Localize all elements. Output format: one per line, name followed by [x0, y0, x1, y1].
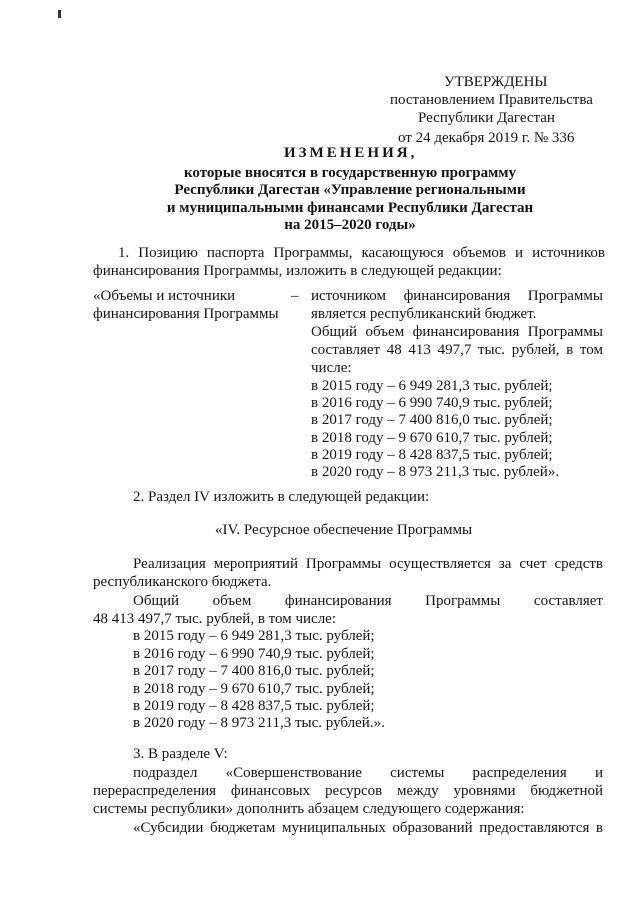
document-heading: ИЗМЕНЕНИЯ, — [284, 145, 418, 161]
approval-line-4: от 24 декабря 2019 г. № 336 — [398, 130, 575, 146]
passport-right-4: составляет 48 413 497,7 тыс. рублей, в том — [311, 342, 603, 358]
item3-line-5: «Субсидии бюджетам муниципальных образований предоставляются в — [133, 820, 603, 836]
passport-year-2018: в 2018 году – 9 670 610,7 тыс. рублей; — [311, 430, 553, 446]
passport-dash: – — [291, 288, 299, 304]
passport-year-2019: в 2019 году – 8 428 837,5 тыс. рублей; — [311, 447, 553, 463]
section4-year-2018: в 2018 году – 9 670 610,7 тыс. рублей; — [133, 681, 375, 697]
scan-mark — [58, 10, 61, 18]
passport-year-2015: в 2015 году – 6 949 281,3 тыс. рублей; — [311, 378, 553, 394]
item3-line-1: 3. В разделе V: — [133, 746, 228, 762]
section4-p2-line-2: 48 413 497,7 тыс. рублей, в том числе: — [93, 611, 337, 627]
section4-year-2020: в 2020 году – 8 973 211,3 тыс. рублей.». — [133, 715, 385, 731]
passport-year-2017: в 2017 году – 7 400 816,0 тыс. рублей; — [311, 412, 553, 428]
section4-heading: «IV. Ресурсное обеспечение Программы — [215, 522, 473, 538]
section4-year-2019: в 2019 году – 8 428 837,5 тыс. рублей; — [133, 698, 375, 714]
passport-right-1: источником финансирования Программы — [311, 288, 603, 304]
item3-line-2: подраздел «Совершенствование системы распределения и — [133, 765, 603, 781]
approval-line-2: постановлением Правительства — [390, 92, 593, 108]
passport-left-1: «Объемы и источники — [93, 288, 236, 304]
title-line-4: на 2015–2020 годы» — [284, 217, 416, 233]
passport-right-2: является республиканский бюджет. — [311, 306, 537, 322]
section4-p1-line-2: республиканского бюджета. — [93, 574, 272, 590]
passport-year-2020: в 2020 году – 8 973 211,3 тыс. рублей». — [311, 464, 560, 480]
item1-line-1: 1. Позицию паспорта Программы, касающуюся объемов и источников — [118, 245, 605, 261]
title-line-3: и муниципальными финансами Республики Дагестан — [166, 200, 534, 216]
section4-year-2015: в 2015 году – 6 949 281,3 тыс. рублей; — [133, 628, 375, 644]
item1-line-2: финансирования Программы, изложить в следующей редакции: — [93, 263, 502, 279]
section4-year-2017: в 2017 году – 7 400 816,0 тыс. рублей; — [133, 663, 375, 679]
section4-year-2016: в 2016 году – 6 990 740,9 тыс. рублей; — [133, 646, 375, 662]
section4-p1-line-1: Реализация мероприятий Программы осуществляется за счет средств — [133, 556, 603, 572]
item3-line-4: системы республики» дополнить абзацем следующего содержания: — [93, 801, 525, 817]
title-line-1: которые вносятся в государственную программу — [183, 165, 517, 181]
title-line-2: Республики Дагестан «Управление региональными — [174, 182, 526, 198]
passport-left-2: финансирования Программы — [93, 306, 279, 322]
passport-right-3: Общий объем финансирования Программы — [311, 324, 603, 340]
section4-p2-line-1: Общий объем финансирования Программы составляет — [133, 593, 603, 609]
approval-line-3: Республики Дагестан — [418, 110, 555, 126]
passport-year-2016: в 2016 году – 6 990 740,9 тыс. рублей; — [311, 395, 553, 411]
item3-line-3: перераспределения финансовых ресурсов между уровнями бюджетной — [93, 783, 603, 799]
approval-line-1: УТВЕРЖДЕНЫ — [444, 74, 548, 90]
passport-right-5: числе: — [311, 360, 352, 376]
item2-line: 2. Раздел IV изложить в следующей редакции: — [133, 489, 430, 505]
